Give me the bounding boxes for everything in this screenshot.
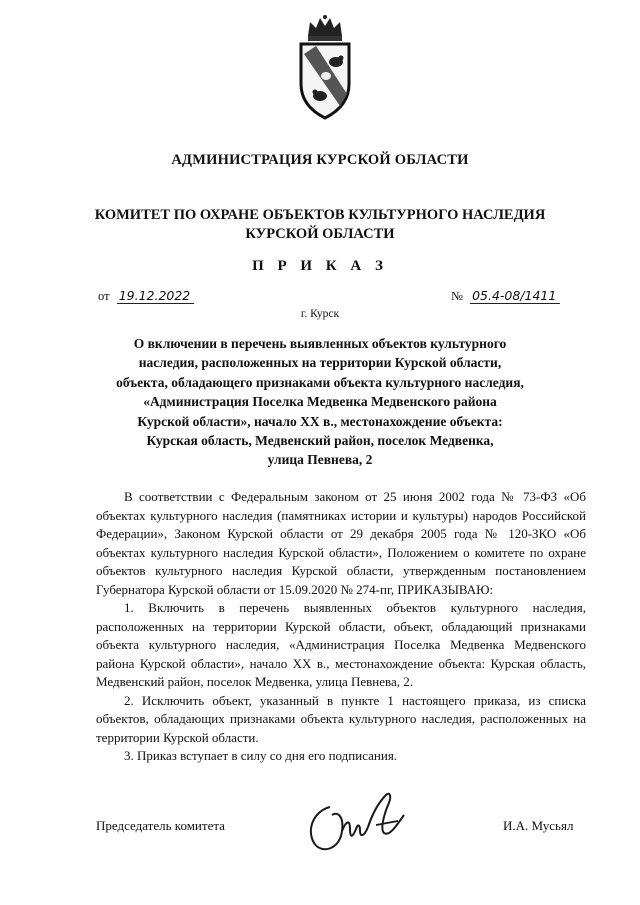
subject-line: Курской области», начало XX в., местонахождение объекта: <box>137 413 503 429</box>
number-prefix: № <box>451 289 463 303</box>
subject-line: наследия, расположенных на территории Курской области, <box>138 355 502 371</box>
signatory-name: И.А. Мусьял <box>503 818 574 833</box>
order-item-2: 2. Исключить объект, указанный в пункте 1 настоящего приказа, из списка объектов, обладающих признаками объекта культурного наследия, расположенных на территории Курской области. <box>96 692 586 745</box>
subject-line: О включении в перечень выявленных объектов культурного <box>133 336 507 351</box>
committee-title-line2: КУРСКОЙ ОБЛАСТИ <box>245 226 395 242</box>
date-prefix: от <box>98 289 110 303</box>
document-body <box>96 488 586 766</box>
subject-line: «Администрация Поселка Медвенка Медвенского района <box>143 394 497 410</box>
organization-title: АДМИНИСТРАЦИЯ КУРСКОЙ ОБЛАСТИ <box>171 152 469 168</box>
subject-line: улица Певнева, 2 <box>267 452 373 468</box>
committee-title-line1: КОМИТЕТ ПО ОХРАНЕ ОБЪЕКТОВ КУЛЬТУРНОГО НАСЛЕДИЯ <box>94 207 546 223</box>
subject-line: Курская область, Медвенский район, поселок Медвенка, <box>146 433 494 449</box>
document-subject <box>100 334 540 470</box>
document-type: П Р И К А З <box>252 258 388 274</box>
kursk-coat-of-arms-icon <box>296 14 354 126</box>
signatory-position: Председатель комитета <box>96 818 225 833</box>
number-field <box>451 288 560 304</box>
order-item-1: 1. Включить в перечень выявленных объектов культурного наследия, расположенных на территории Курской области, объект, обладающий признаками объекта культурного наследия, «Администрация Поселка Медвенка Медвенского района Курской области», начало XX в., местонахождение объекта: Курская область, Медвенский район, поселок Медвенка, улица Певнева, 2. <box>96 600 586 689</box>
number-value: 05.4-08/1411 <box>470 288 560 304</box>
order-item-3: 3. Приказ вступает в силу со дня его подписания. <box>124 748 398 763</box>
date-field <box>98 288 194 304</box>
preamble-paragraph: В соответствии с Федеральным законом от 25 июня 2002 года № 73-ФЗ «Об объектах культурного наследия (памятниках истории и культуры) народов Российской Федерации», Законом Курской области от 29 декабря 2005 года № 120-ЗКО «Об объектах культурного наследия Курской области», Положением о комитете по охране объектов культурного наследия Курской области, утвержденным постановлением Губернатора Курской области от 15.09.2020 № 274-пг, ПРИКАЗЫВАЮ: <box>96 489 586 597</box>
handwritten-signature <box>300 785 415 865</box>
city-label: г. Курск <box>300 308 340 320</box>
subject-line: объекта, обладающего признаками объекта культурного наследия, <box>116 374 524 390</box>
date-value: 19.12.2022 <box>117 288 195 304</box>
committee-title <box>0 206 640 244</box>
